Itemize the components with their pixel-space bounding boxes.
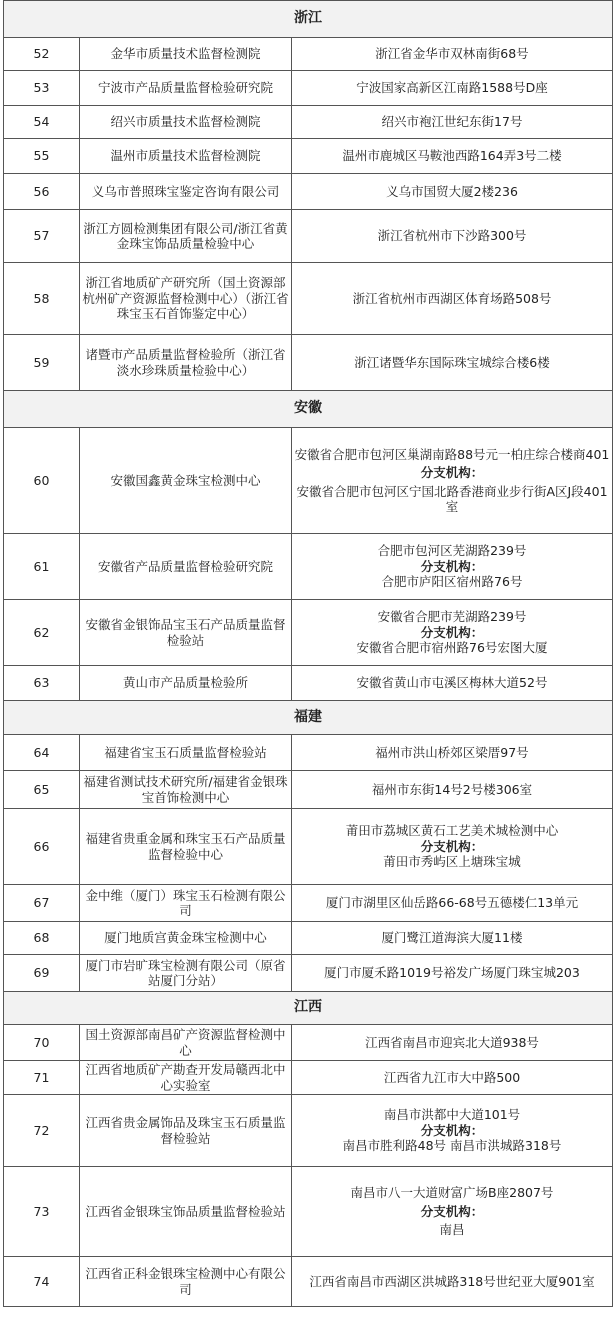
row-number: 72 xyxy=(4,1095,80,1167)
row-number: 73 xyxy=(4,1167,80,1257)
table-row xyxy=(4,600,613,666)
row-number: 62 xyxy=(4,600,80,666)
institution-name: 福建省宝玉石质量监督检验站 xyxy=(80,735,292,771)
institution-name: 诸暨市产品质量监督检验所（浙江省淡水珍珠质量检验中心） xyxy=(80,335,292,391)
row-number: 67 xyxy=(4,885,80,922)
table-row xyxy=(4,922,613,955)
institution-address xyxy=(292,71,613,106)
address-line: 合肥市包河区芜湖路239号 xyxy=(377,543,527,559)
address-line: 温州市鹿城区马鞍池西路164弄3号二楼 xyxy=(342,148,562,164)
institution-name: 厦门市岩旷珠宝检测有限公司（原省站厦门分站） xyxy=(80,955,292,992)
institution-name: 江西省金银珠宝饰品质量监督检验站 xyxy=(80,1167,292,1257)
table-row xyxy=(4,534,613,600)
row-number: 65 xyxy=(4,771,80,809)
section-title: 福建 xyxy=(4,701,613,735)
table-row xyxy=(4,38,613,71)
address-line: 浙江诸暨华东国际珠宝城综合楼6楼 xyxy=(354,354,550,370)
institution-address xyxy=(292,922,613,955)
institution-name: 金中维（厦门）珠宝玉石检测有限公司 xyxy=(80,885,292,922)
table-row xyxy=(4,1061,613,1095)
institution-name: 国土资源部南昌矿产资源监督检测中心 xyxy=(80,1025,292,1061)
table-row xyxy=(4,1257,613,1307)
address-line: 安徽省黄山市屯溪区梅林大道52号 xyxy=(356,675,548,691)
address-line: 莆田市荔城区黄石工艺美术城检测中心 xyxy=(345,823,559,839)
institution-address xyxy=(292,263,613,335)
table-row xyxy=(4,174,613,210)
institution-name: 江西省地质矿产勘查开发局赣西北中心实验室 xyxy=(80,1061,292,1095)
institution-address xyxy=(292,955,613,992)
institution-address xyxy=(292,139,613,174)
branch-label: 分支机构： xyxy=(420,624,484,640)
table-row xyxy=(4,666,613,701)
institution-address xyxy=(292,885,613,922)
institution-name: 义乌市普照珠宝鉴定咨询有限公司 xyxy=(80,174,292,210)
branch-address-line: 南昌 xyxy=(439,1222,465,1238)
row-number: 55 xyxy=(4,139,80,174)
address-line: 江西省九江市大中路500 xyxy=(383,1069,521,1085)
institution-name: 浙江省地质矿产研究所（国土资源部杭州矿产资源监督检测中心）（浙江省珠宝玉石首饰鉴定中心） xyxy=(80,263,292,335)
row-number: 61 xyxy=(4,534,80,600)
institution-address xyxy=(292,1061,613,1095)
institution-address xyxy=(292,666,613,701)
section-title: 安徽 xyxy=(4,391,613,428)
section-header-row xyxy=(4,1,613,38)
table-row xyxy=(4,428,613,534)
section-header-row xyxy=(4,391,613,428)
address-line: 浙江省杭州市西湖区体育场路508号 xyxy=(352,290,552,306)
institution-address xyxy=(292,38,613,71)
address-line: 安徽省合肥市芜湖路239号 xyxy=(377,609,527,625)
institution-address xyxy=(292,600,613,666)
institution-name: 安徽国鑫黄金珠宝检测中心 xyxy=(80,428,292,534)
institution-name: 黄山市产品质量检验所 xyxy=(80,666,292,701)
institution-table xyxy=(3,0,613,1307)
row-number: 58 xyxy=(4,263,80,335)
institution-address xyxy=(292,735,613,771)
row-number: 59 xyxy=(4,335,80,391)
address-line: 厦门市湖里区仙岳路66-68号五德楼仁13单元 xyxy=(325,895,579,911)
institution-address xyxy=(292,210,613,263)
row-number: 52 xyxy=(4,38,80,71)
address-line: 安徽省合肥市包河区巢湖南路88号元一柏庄综合楼商401 xyxy=(294,446,610,462)
row-number: 70 xyxy=(4,1025,80,1061)
address-line: 南昌市洪都中大道101号 xyxy=(383,1107,521,1123)
institution-address xyxy=(292,534,613,600)
branch-label: 分支机构： xyxy=(420,465,484,480)
institution-address xyxy=(292,428,613,534)
address-line: 江西省南昌市迎宾北大道938号 xyxy=(365,1034,539,1050)
institution-name: 安徽省产品质量监督检验研究院 xyxy=(80,534,292,600)
table-row xyxy=(4,1095,613,1167)
row-number: 54 xyxy=(4,106,80,139)
row-number: 57 xyxy=(4,210,80,263)
institution-address xyxy=(292,771,613,809)
institution-name: 厦门地质宫黄金珠宝检测中心 xyxy=(80,922,292,955)
address-line: 厦门市厦禾路1019号裕发广场厦门珠宝城203 xyxy=(324,965,580,981)
institution-address xyxy=(292,106,613,139)
branch-label: 分支机构： xyxy=(420,558,484,574)
table-row xyxy=(4,335,613,391)
table-row xyxy=(4,885,613,922)
branch-address-line: 安徽省合肥市宿州路76号宏图大厦 xyxy=(356,640,548,656)
row-number: 71 xyxy=(4,1061,80,1095)
address-line: 宁波国家高新区江南路1588号D座 xyxy=(356,80,548,96)
section-title: 江西 xyxy=(4,992,613,1025)
branch-label: 分支机构： xyxy=(420,1122,484,1138)
branch-address-line: 合肥市庐阳区宿州路76号 xyxy=(381,574,523,590)
row-number: 69 xyxy=(4,955,80,992)
address-line: 厦门鹭江道海滨大厦11楼 xyxy=(381,930,523,946)
row-number: 53 xyxy=(4,71,80,106)
institution-name: 安徽省金银饰品宝玉石产品质量监督检验站 xyxy=(80,600,292,666)
address-line: 江西省南昌市西湖区洪城路318号世纪亚大厦901室 xyxy=(309,1273,595,1289)
institution-name: 宁波市产品质量监督检验研究院 xyxy=(80,71,292,106)
address-line: 南昌市八一大道财富广场B座2807号 xyxy=(350,1185,554,1201)
address-line: 绍兴市袍江世纪东街17号 xyxy=(381,114,523,130)
row-number: 74 xyxy=(4,1257,80,1307)
section-title: 浙江 xyxy=(4,1,613,38)
institution-address xyxy=(292,335,613,391)
branch-label: 分支机构： xyxy=(420,838,484,854)
address-line: 义乌市国贸大厦2楼236 xyxy=(386,183,518,199)
institution-name: 浙江方圆检测集团有限公司/浙江省黄金珠宝饰品质量检验中心 xyxy=(80,210,292,263)
table-row xyxy=(4,1025,613,1061)
table-row xyxy=(4,139,613,174)
table-row xyxy=(4,809,613,885)
table-row xyxy=(4,263,613,335)
institution-name: 金华市质量技术监督检测院 xyxy=(80,38,292,71)
institution-address xyxy=(292,1025,613,1061)
table-row xyxy=(4,771,613,809)
institution-name: 温州市质量技术监督检测院 xyxy=(80,139,292,174)
address-line: 福州市东街14号2号楼306室 xyxy=(371,781,533,797)
institution-address xyxy=(292,174,613,210)
institution-name: 江西省贵金属饰品及珠宝玉石质量监督检验站 xyxy=(80,1095,292,1167)
institution-address xyxy=(292,1095,613,1167)
institution-address xyxy=(292,1167,613,1257)
institution-address xyxy=(292,1257,613,1307)
institution-name: 福建省贵重金属和珠宝玉石产品质量监督检验中心 xyxy=(80,809,292,885)
branch-address-line: 安徽省合肥市包河区宁国北路香港商业步行街A区J段401室 xyxy=(296,483,608,514)
table-row xyxy=(4,71,613,106)
row-number: 56 xyxy=(4,174,80,210)
branch-address-line: 莆田市秀屿区上塘珠宝城 xyxy=(383,854,521,870)
address-line: 福州市洪山桥郊区梁厝97号 xyxy=(375,744,529,760)
table-row xyxy=(4,735,613,771)
institution-address xyxy=(292,809,613,885)
branch-address-line: 南昌市胜利路48号 南昌市洪城路318号 xyxy=(342,1138,562,1154)
institution-name: 绍兴市质量技术监督检测院 xyxy=(80,106,292,139)
row-number: 63 xyxy=(4,666,80,701)
table-row xyxy=(4,955,613,992)
institution-name: 江西省正科金银珠宝检测中心有限公司 xyxy=(80,1257,292,1307)
row-number: 68 xyxy=(4,922,80,955)
table-row xyxy=(4,106,613,139)
section-header-row xyxy=(4,992,613,1025)
institution-name: 福建省测试技术研究所/福建省金银珠宝首饰检测中心 xyxy=(80,771,292,809)
row-number: 60 xyxy=(4,428,80,534)
table-row xyxy=(4,210,613,263)
address-line: 浙江省杭州市下沙路300号 xyxy=(377,228,527,244)
address-line: 浙江省金华市双林南街68号 xyxy=(375,46,529,62)
row-number: 64 xyxy=(4,735,80,771)
branch-label: 分支机构： xyxy=(420,1203,484,1219)
table-row xyxy=(4,1167,613,1257)
section-header-row xyxy=(4,701,613,735)
row-number: 66 xyxy=(4,809,80,885)
